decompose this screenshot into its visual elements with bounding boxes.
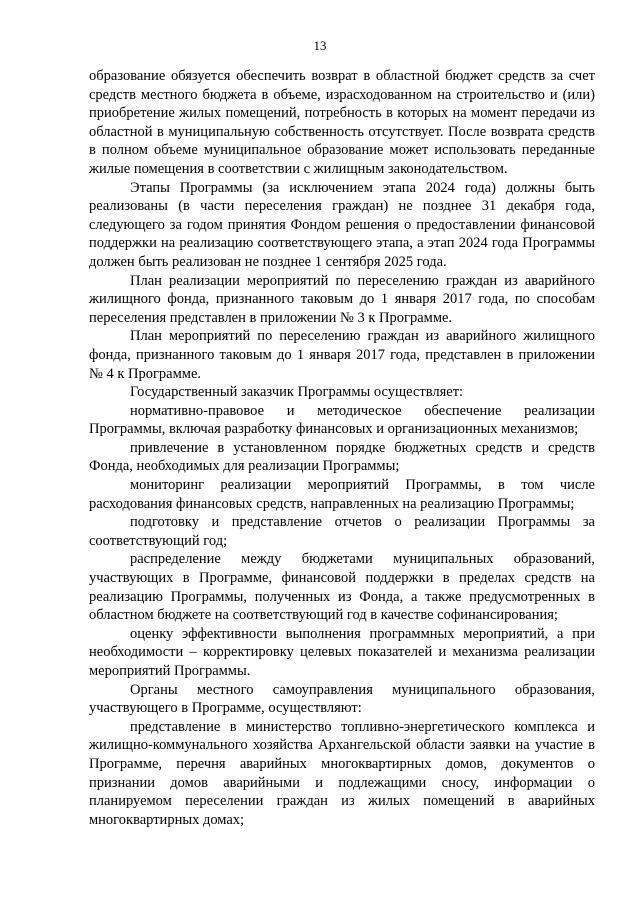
list-item-monitoring: мониторинг реализации мероприятий Программы, в том числе расходования финансовых средств, направленных на реализацию Программы; — [89, 477, 595, 512]
paragraph-program-stages: Этапы Программы (за исключением этапа 2024 года) должны быть реализованы (в части переселения граждан) не позднее 31 декабря года, следующего за годом принятия Фондом решения о предоставлении финансовой поддержки на реализацию соответствующего этапа, а этап 2024 года Программы должен быть реализован не позднее 1 сентября 2025 года. — [89, 179, 595, 270]
list-item-funding: привлечение в установленном порядке бюджетных средств и средств Фонда, необходимых для реализации Программы; — [89, 439, 595, 475]
list-item-efficiency-assessment: оценку эффективности выполнения программных мероприятий, а при необходимости – корректировку целевых показателей и механизма реализации мероприятий Программы. — [89, 625, 595, 679]
document-body — [89, 67, 595, 829]
list-item-reporting: подготовку и представление отчетов о реализации Программы за соответствующий год; — [89, 514, 595, 549]
paragraph-measures-plan: План мероприятий по переселению граждан из аварийного жилищного фонда, признанного таковым до 1 января 2017 года, представлен в приложении № 4 к Программе. — [89, 328, 595, 382]
list-item-application-submission: представление в министерство топливно-энергетического комплекса и жилищно-коммунального хозяйства Архангельской области заявки на участие в Программе, перечня аварийных многоквартирных домов, документов о признании домов аварийными и подлежащими сносу, информации о планируемом переселении граждан из жилых помещений в аварийных многоквартирных домах; — [89, 718, 595, 828]
list-item-distribution: распределение между бюджетами муниципальных образований, участвующих в Программе, финансовой поддержки в пределах средств на реализацию Программы, полученных из Фонда, а также предусмотренных в областном бюджете на соответствующий год в качестве софинансирования; — [89, 551, 595, 624]
paragraph-implementation-plan: План реализации мероприятий по переселению граждан из аварийного жилищного фонда, признанного таковым до 1 января 2017 года, по способам переселения представлен в приложении № 3 к Программе. — [89, 272, 595, 326]
paragraph-state-customer: Государственный заказчик Программы осуществляет: — [130, 384, 464, 401]
page-number: 13 — [313, 38, 327, 53]
paragraph-continuation: образование обязуется обеспечить возврат в областной бюджет средств за счет средств местного бюджета в объеме, израсходованном на строительство и (или) приобретение жилых помещений, потребность в которых на момент передачи из областной в муниципальную собственность отсутствует. После возврата средств в полном объеме муниципальное образование может использовать переданные жилые помещения в соответствии с жилищным законодательством. — [89, 68, 595, 177]
paragraph-local-authorities: Органы местного самоуправления муниципального образования, участвующего в Программе, осуществляют: — [89, 681, 595, 717]
list-item-normative-support: нормативно-правовое и методическое обеспечение реализации Программы, включая разработку финансовых и организационных механизмов; — [89, 402, 595, 438]
